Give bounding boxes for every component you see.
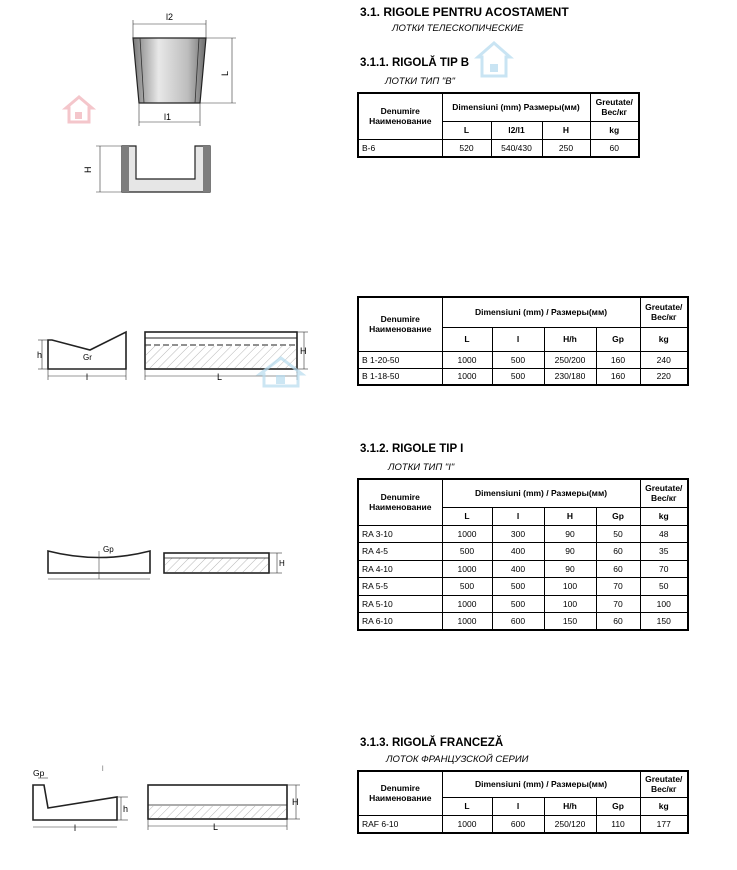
table-row: RA 6-10 1000 600 150 60 150 bbox=[358, 613, 688, 631]
page-subtitle: ЛОТКИ ТЕЛЕСКОПИЧЕСКИЕ bbox=[392, 23, 524, 34]
header-name: Denumire Наименование bbox=[358, 93, 442, 139]
label-gp: Gp bbox=[33, 768, 45, 778]
label-h: h bbox=[123, 804, 129, 814]
section-f-title: 3.1.3. RIGOLĂ FRANCEZĂ bbox=[360, 737, 504, 749]
section-b-subtitle: ЛОТКИ ТИП "В" bbox=[385, 76, 455, 87]
table-row: RA 5-5 500 500 100 70 50 bbox=[358, 578, 688, 596]
table-type-french: Denumire Наименование Dimensiuni (mm) / Размеры(мм) Greutate/ Вес/кг L l H/h Gp kg RAF 6-10 1000 600 250/120 110 177 bbox=[357, 770, 689, 834]
header-weight: Greutate/ Вес/кг bbox=[590, 93, 639, 121]
drawing-rigola-franceza-side bbox=[148, 785, 300, 832]
table-row: B-6 520 540/430 250 60 bbox=[358, 139, 639, 157]
label-l1: l1 bbox=[164, 112, 172, 122]
label-H: H bbox=[292, 797, 299, 807]
section-i-title: 3.1.2. RIGOLE TIP I bbox=[360, 443, 464, 455]
drawing-rigola-i-profile bbox=[48, 545, 150, 579]
label-h: h bbox=[37, 350, 43, 360]
label-L: L bbox=[217, 372, 223, 382]
table-row: RAF 6-10 1000 600 250/120 110 177 bbox=[358, 815, 688, 833]
house-icon bbox=[478, 43, 510, 76]
col-H: H bbox=[542, 121, 590, 139]
label-H: H bbox=[83, 166, 93, 173]
section-i-subtitle: ЛОТКИ ТИП "I" bbox=[388, 462, 455, 473]
table-row: RA 4-10 1000 400 90 60 70 bbox=[358, 560, 688, 578]
page-title: 3.1. RIGOLE PENTRU ACOSTAMENT bbox=[360, 5, 569, 19]
house-icon bbox=[66, 97, 92, 122]
header-name: Denumire Наименование bbox=[358, 297, 442, 351]
header-name: Denumire Наименование bbox=[358, 771, 442, 815]
label-H: H bbox=[279, 559, 285, 568]
table-type-i: Denumire Наименование Dimensiuni (mm) / Размеры(мм) Greutate/ Вес/кг L l H Gp kg RA 3-10 1000 300 90 50 48 RA 4-5 500 400 90 60 35 RA 4-10 1000 400 90 60 70 RA 5-5 500 500 100 70 50 RA 5-10 1000 500 100 70 100 RA 6-10 1000 600 150 60 150 bbox=[357, 478, 689, 631]
table-row: RA 3-10 1000 300 90 50 48 bbox=[358, 525, 688, 543]
drawing-rigola-franceza-profile bbox=[33, 766, 128, 833]
header-weight: Greutate/ Вес/кг bbox=[640, 771, 688, 797]
section-f-subtitle: ЛОТОК ФРАНЦУЗСКОЙ СЕРИИ bbox=[386, 754, 529, 765]
drawing-rigola-b2-side bbox=[145, 332, 308, 382]
header-weight: Greutate/ Вес/кг bbox=[640, 297, 688, 327]
header-weight: Greutate/ Вес/кг bbox=[640, 479, 688, 507]
label-gr: Gr bbox=[83, 353, 92, 362]
drawing-rigola-b-plan bbox=[133, 12, 236, 126]
label-l2: l2 bbox=[166, 12, 174, 22]
label-l: l bbox=[74, 823, 76, 833]
col-l2-l1: l2/l1 bbox=[491, 121, 542, 139]
label-gp: Gp bbox=[103, 545, 114, 554]
drawing-rigola-b2-profile bbox=[37, 332, 126, 382]
table-row: B 1-18-50 1000 500 230/180 160 220 bbox=[358, 368, 688, 385]
table-row: B 1-20-50 1000 500 250/200 160 240 bbox=[358, 351, 688, 368]
header-dimensions: Dimensiuni (mm) / Размеры(мм) bbox=[442, 771, 640, 797]
drawing-rigola-b-section bbox=[83, 146, 210, 192]
label-H: H bbox=[300, 346, 307, 356]
col-L: L bbox=[442, 121, 491, 139]
drawing-rigola-i-side bbox=[164, 553, 285, 573]
label-l: l bbox=[86, 372, 88, 382]
table-row: RA 5-10 1000 500 100 70 100 bbox=[358, 595, 688, 613]
header-dimensions: Dimensiuni (mm) Размеры(мм) bbox=[442, 93, 590, 121]
table-row: RA 4-5 500 400 90 60 35 bbox=[358, 543, 688, 561]
label-L: L bbox=[213, 822, 219, 832]
col-kg: kg bbox=[590, 121, 639, 139]
header-name: Denumire Наименование bbox=[358, 479, 442, 525]
header-dimensions: Dimensiuni (mm) / Размеры(мм) bbox=[442, 479, 640, 507]
label-mark: l bbox=[102, 766, 104, 773]
label-L: L bbox=[220, 70, 230, 76]
section-b-title: 3.1.1. RIGOLĂ TIP B bbox=[360, 57, 470, 69]
header-dimensions: Dimensiuni (mm) / Размеры(мм) bbox=[442, 297, 640, 327]
table-type-b-2: Denumire Наименование Dimensiuni (mm) / Размеры(мм) Greutate/ Вес/кг L l H/h Gp kg B 1-20-50 1000 500 250/200 160 240 B 1-18-50 1000 500 230/180 160 220 bbox=[357, 296, 689, 386]
